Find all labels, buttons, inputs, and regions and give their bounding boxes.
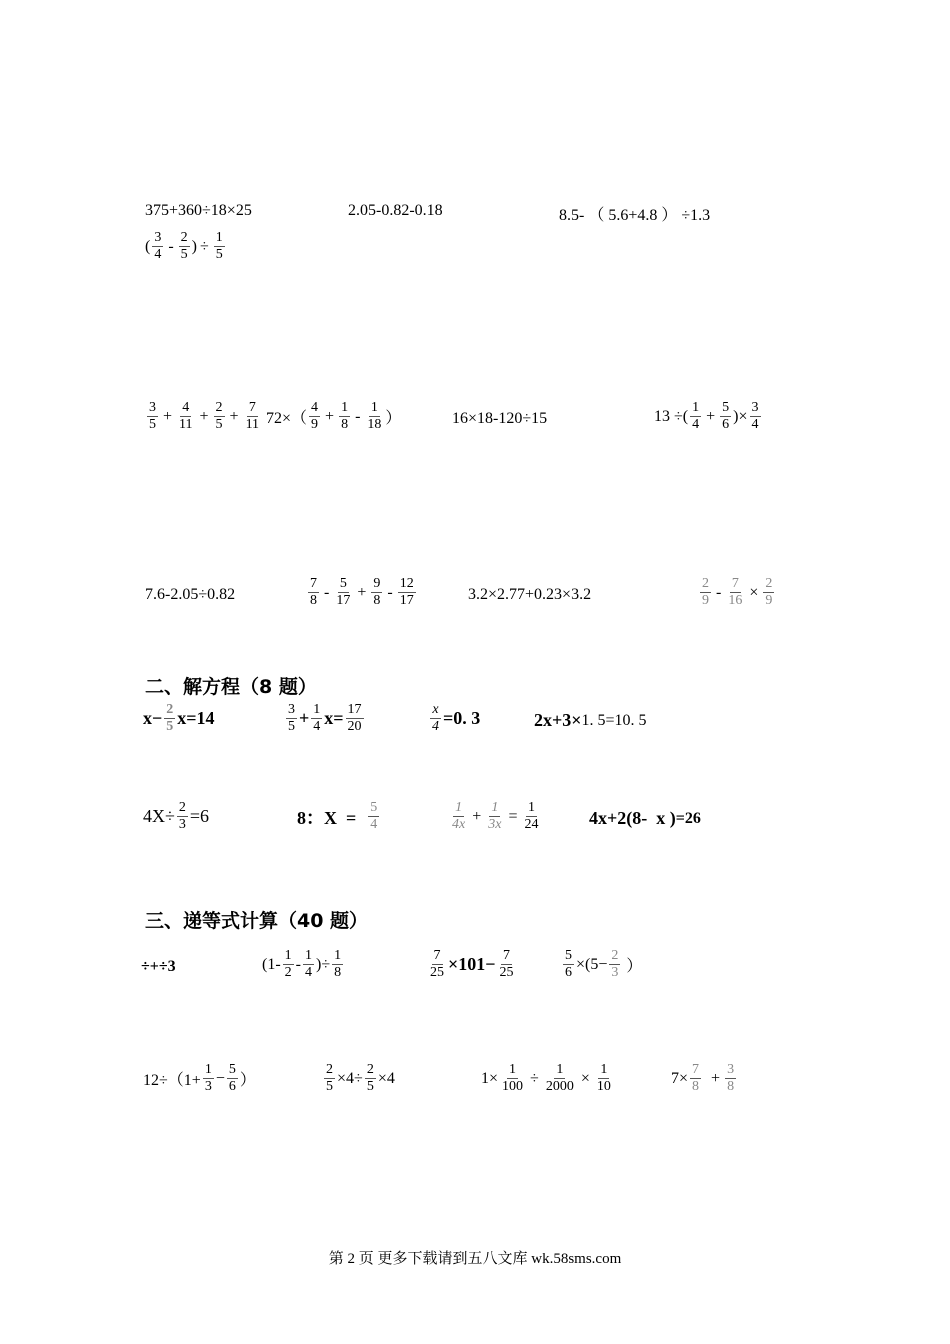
operator: + xyxy=(472,807,482,825)
expr-mid: ×101− xyxy=(448,954,496,975)
fraction: $\frac{1}{10}$ xyxy=(596,1062,611,1095)
fraction: $\frac{7}{25}$ xyxy=(430,948,444,981)
fraction: $\frac{1}{100}$ xyxy=(502,1062,524,1095)
paren: )÷ xyxy=(315,955,331,973)
expr-1-3 xyxy=(559,202,710,225)
operator: + xyxy=(299,708,310,729)
expr-lead: 13 ÷( xyxy=(654,407,689,425)
fraction: $\frac{3}{8}$ xyxy=(727,1062,735,1095)
equation-1-1 xyxy=(143,702,215,735)
operator: + xyxy=(229,407,239,425)
operator: + xyxy=(325,407,335,425)
expr-tail: x=14 xyxy=(177,708,215,729)
fraction: $\frac{2}{5}$ xyxy=(326,1062,333,1095)
expr-text: ÷+÷3 xyxy=(141,958,176,975)
fraction: $\frac{1}{4}$ xyxy=(313,702,321,735)
paren: ( xyxy=(145,237,151,255)
equation-2-4 xyxy=(589,808,701,829)
expr-lead: 8：X = xyxy=(297,807,357,828)
fraction: $\frac{3}{5}$ xyxy=(149,400,156,433)
fraction: $\frac{5}{6}$ xyxy=(228,1062,236,1095)
equation-2-1 xyxy=(143,800,209,833)
paren: ） xyxy=(385,410,402,428)
operator: - xyxy=(295,955,301,973)
expr-text: 2.05-0.82-0.18 xyxy=(348,202,443,219)
expr-2-2 xyxy=(266,400,401,433)
fraction: $\frac{2}{5}$ xyxy=(180,230,188,263)
expr-lead: 7× xyxy=(671,1069,689,1087)
expr-lead: 2x+3× xyxy=(534,710,582,730)
expr-text: 7.6-2.05÷0.82 xyxy=(145,586,236,603)
calc-1-2 xyxy=(262,948,345,981)
operator: × xyxy=(749,583,759,601)
expr-tail: =6 xyxy=(189,806,210,827)
expr-2-4 xyxy=(654,400,763,433)
expr-mid: ×4÷ xyxy=(337,1069,363,1087)
expr-tail: =0. 3 xyxy=(443,708,481,729)
paren: ) xyxy=(191,237,197,255)
paren: )× xyxy=(733,407,748,425)
equation-1-2 xyxy=(284,702,366,735)
fraction: $\frac{7}{11}$ xyxy=(245,400,260,433)
expr-lead: 72×（ xyxy=(266,410,308,428)
fraction: $\frac{2}{9}$ xyxy=(702,576,709,609)
expr-lead: x− xyxy=(143,708,163,729)
expr-text: 8.5- （ 5.6+4.8 ） ÷1.3 xyxy=(559,207,711,224)
expr-lead: 1× xyxy=(481,1069,499,1087)
fraction: $\frac{7}{16}$ xyxy=(728,576,743,609)
fraction: $\frac{1}{3}$ xyxy=(204,1062,212,1095)
fraction: $\frac{1}{4x}$ xyxy=(452,800,466,833)
page-footer: 第 2 页 更多下载请到五八文库 wk.58sms.com xyxy=(328,1251,622,1267)
expr-mid: ×(5− xyxy=(576,955,608,973)
fraction: $\frac{1}{4}$ xyxy=(692,400,700,433)
fraction: $\frac{1}{8}$ xyxy=(334,948,342,981)
expr-text: 375+360÷18×25 xyxy=(145,202,252,219)
fraction: $\frac{1}{24}$ xyxy=(524,800,539,833)
expr-lead: 12÷（1+ xyxy=(143,1072,201,1090)
operator: ÷ xyxy=(530,1069,539,1087)
expr-1-4 xyxy=(145,230,227,263)
operator: + xyxy=(357,583,367,601)
calc-2-3 xyxy=(481,1062,615,1095)
fraction: $\frac{5}{6}$ xyxy=(565,948,572,981)
expr-tail: ×4 xyxy=(377,1069,395,1087)
equation-1-4 xyxy=(534,710,647,731)
operator: − xyxy=(215,1069,225,1087)
operator: + xyxy=(711,1069,721,1087)
operator: - xyxy=(324,583,330,601)
operator: = xyxy=(508,807,518,825)
operator: + xyxy=(163,407,173,425)
operator: + xyxy=(199,407,209,425)
fraction: $\frac{2}{5}$ xyxy=(215,400,223,433)
calc-1-1 xyxy=(141,958,176,976)
operator: - xyxy=(168,237,174,255)
fraction: $\frac{4}{9}$ xyxy=(311,400,319,433)
fraction: $\frac{2}{3}$ xyxy=(178,800,186,833)
fraction: $\frac{12}{17}$ xyxy=(399,576,414,609)
operator: ÷ xyxy=(199,237,209,255)
section-heading-equations: 二、解方程（8 题） xyxy=(145,676,317,698)
expr-lead: 4x+2(8- x ) xyxy=(589,808,676,828)
fraction: $\frac{5}{17}$ xyxy=(336,576,351,609)
operator: - xyxy=(387,583,393,601)
expr-tail: =26 xyxy=(675,809,701,827)
expr-text: 16×18-120÷15 xyxy=(452,410,548,427)
fraction: $\frac{7}{25}$ xyxy=(499,948,514,981)
fraction: $\frac{4}{11}$ xyxy=(179,400,193,433)
operator: - xyxy=(716,583,722,601)
equation-2-2 xyxy=(297,800,381,833)
expr-1-1 xyxy=(145,202,252,220)
expr-mid: x= xyxy=(324,708,344,729)
paren: ） xyxy=(239,1072,256,1090)
operator: × xyxy=(580,1069,590,1087)
expr-lead: (1- xyxy=(262,955,281,973)
fraction: $\frac{2}{5}$ xyxy=(166,702,174,735)
fraction: $\frac{7}{8}$ xyxy=(310,576,317,609)
expr-2-1 xyxy=(145,400,263,433)
fraction: $\frac{1}{8}$ xyxy=(341,400,349,433)
expr-tail: 1. 5=10. 5 xyxy=(581,711,647,729)
expr-3-2 xyxy=(306,576,418,609)
fraction: $\frac{3}{5}$ xyxy=(288,702,295,735)
operator: - xyxy=(355,407,361,425)
fraction: $\frac{3}{4}$ xyxy=(154,230,162,263)
calc-1-4 xyxy=(561,948,642,981)
expr-3-1 xyxy=(145,586,235,604)
fraction: $\frac{2}{5}$ xyxy=(366,1062,374,1095)
fraction: $\frac{1}{2000}$ xyxy=(545,1062,574,1095)
expr-3-3 xyxy=(468,586,591,604)
calc-1-3 xyxy=(426,948,518,981)
fraction: $\frac{x}{4}$ xyxy=(432,702,439,735)
fraction: $\frac{1}{4}$ xyxy=(304,948,312,981)
fraction: $\frac{2}{9}$ xyxy=(765,576,773,609)
calc-2-4 xyxy=(671,1062,738,1095)
calc-2-2 xyxy=(322,1062,395,1095)
fraction: $\frac{1}{2}$ xyxy=(284,948,292,981)
operator: + xyxy=(706,407,716,425)
expr-2-3 xyxy=(452,410,547,428)
equation-1-3 xyxy=(428,702,480,735)
fraction: $\frac{3}{4}$ xyxy=(751,400,759,433)
section-heading-stepwise: 三、递等式计算（40 题） xyxy=(145,910,369,932)
fraction: $\frac{2}{3}$ xyxy=(611,948,619,981)
expr-text: 3.2×2.77+0.23×3.2 xyxy=(468,586,592,603)
paren: ） xyxy=(626,958,643,976)
fraction: $\frac{17}{20}$ xyxy=(347,702,362,735)
fraction: $\frac{5}{4}$ xyxy=(370,800,378,833)
fraction: $\frac{9}{8}$ xyxy=(373,576,381,609)
fraction: $\frac{1}{3x}$ xyxy=(488,800,502,833)
expr-1-2 xyxy=(348,202,443,220)
expr-3-4 xyxy=(698,576,776,609)
expr-lead: 4X÷ xyxy=(143,806,175,827)
fraction: $\frac{7}{8}$ xyxy=(692,1062,700,1095)
calc-2-1 xyxy=(143,1062,256,1095)
fraction: $\frac{1}{18}$ xyxy=(367,400,382,433)
fraction: $\frac{1}{5}$ xyxy=(215,230,223,263)
equation-2-3 xyxy=(448,800,543,833)
fraction: $\frac{5}{6}$ xyxy=(722,400,730,433)
